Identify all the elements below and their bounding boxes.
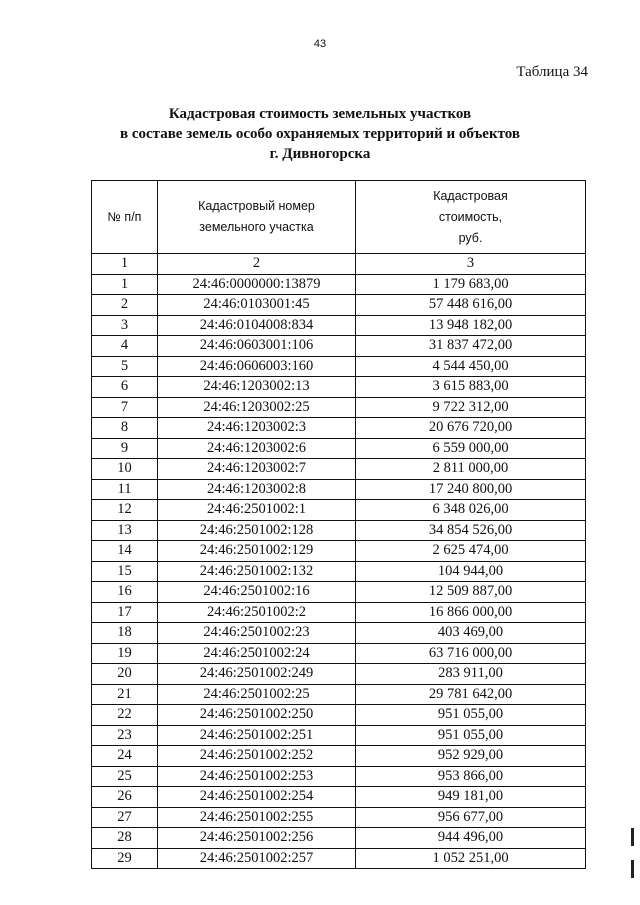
header-cadastral-number: Кадастровый номер земельного участка bbox=[158, 181, 356, 254]
cadastral-number-cell: 24:46:2501002:253 bbox=[158, 766, 356, 787]
cadastral-value-cell: 956 677,00 bbox=[356, 807, 586, 828]
column-number-row bbox=[92, 254, 586, 275]
row-number-cell: 6 bbox=[92, 377, 158, 398]
cadastral-number-cell: 24:46:0000000:13879 bbox=[158, 274, 356, 295]
table-row bbox=[92, 705, 586, 726]
row-number-cell: 25 bbox=[92, 766, 158, 787]
cadastral-value-cell: 6 348 026,00 bbox=[356, 500, 586, 521]
cadastral-value-cell: 949 181,00 bbox=[356, 787, 586, 808]
row-number-cell: 3 bbox=[92, 315, 158, 336]
cadastral-number-cell: 24:46:2501002:1 bbox=[158, 500, 356, 521]
table-row bbox=[92, 561, 586, 582]
header-row-number: № п/п bbox=[92, 181, 158, 254]
column-number: 1 bbox=[92, 254, 158, 275]
row-number-cell: 15 bbox=[92, 561, 158, 582]
table-row bbox=[92, 418, 586, 439]
cadastral-value-cell: 6 559 000,00 bbox=[356, 438, 586, 459]
cadastral-number-cell: 24:46:2501002:129 bbox=[158, 541, 356, 562]
cadastral-value-cell: 2 811 000,00 bbox=[356, 459, 586, 480]
row-number-cell: 20 bbox=[92, 664, 158, 685]
row-number-cell: 2 bbox=[92, 295, 158, 316]
cadastral-value-cell: 951 055,00 bbox=[356, 705, 586, 726]
cadastral-number-cell: 24:46:2501002:2 bbox=[158, 602, 356, 623]
cadastral-value-cell: 951 055,00 bbox=[356, 725, 586, 746]
cadastral-number-cell: 24:46:2501002:255 bbox=[158, 807, 356, 828]
cadastral-value-cell: 20 676 720,00 bbox=[356, 418, 586, 439]
scan-artifact bbox=[631, 860, 634, 878]
cadastral-value-cell: 63 716 000,00 bbox=[356, 643, 586, 664]
cadastral-value-cell: 283 911,00 bbox=[356, 664, 586, 685]
cadastral-number-cell: 24:46:2501002:256 bbox=[158, 828, 356, 849]
cadastral-number-cell: 24:46:0603001:106 bbox=[158, 336, 356, 357]
cadastral-number-cell: 24:46:1203002:7 bbox=[158, 459, 356, 480]
table-row bbox=[92, 828, 586, 849]
table-row bbox=[92, 295, 586, 316]
scan-artifact bbox=[631, 828, 634, 846]
header-cadastral-value: Кадастровая стоимость, руб. bbox=[356, 181, 586, 254]
row-number-cell: 22 bbox=[92, 705, 158, 726]
cadastral-value-cell: 9 722 312,00 bbox=[356, 397, 586, 418]
row-number-cell: 21 bbox=[92, 684, 158, 705]
cadastral-value-cell: 16 866 000,00 bbox=[356, 602, 586, 623]
cadastral-value-cell: 104 944,00 bbox=[356, 561, 586, 582]
cadastral-value-cell: 34 854 526,00 bbox=[356, 520, 586, 541]
cadastral-value-cell: 12 509 887,00 bbox=[356, 582, 586, 603]
row-number-cell: 10 bbox=[92, 459, 158, 480]
row-number-cell: 8 bbox=[92, 418, 158, 439]
cadastral-number-cell: 24:46:0606003:160 bbox=[158, 356, 356, 377]
row-number-cell: 29 bbox=[92, 848, 158, 869]
row-number-cell: 17 bbox=[92, 602, 158, 623]
table-row bbox=[92, 848, 586, 869]
table-row bbox=[92, 274, 586, 295]
cadastral-value-cell: 17 240 800,00 bbox=[356, 479, 586, 500]
cadastral-number-cell: 24:46:2501002:16 bbox=[158, 582, 356, 603]
table-row bbox=[92, 479, 586, 500]
row-number-cell: 1 bbox=[92, 274, 158, 295]
cadastral-number-cell: 24:46:2501002:257 bbox=[158, 848, 356, 869]
cadastral-value-cell: 1 052 251,00 bbox=[356, 848, 586, 869]
row-number-cell: 5 bbox=[92, 356, 158, 377]
table-row bbox=[92, 336, 586, 357]
document-title bbox=[0, 104, 640, 164]
cadastral-number-cell: 24:46:2501002:23 bbox=[158, 623, 356, 644]
row-number-cell: 18 bbox=[92, 623, 158, 644]
table-row bbox=[92, 664, 586, 685]
table-row bbox=[92, 377, 586, 398]
cadastral-value-cell: 2 625 474,00 bbox=[356, 541, 586, 562]
title-line: Кадастровая стоимость земельных участков bbox=[168, 106, 472, 122]
table-row bbox=[92, 356, 586, 377]
cadastral-number-cell: 24:46:2501002:251 bbox=[158, 725, 356, 746]
cadastral-number-cell: 24:46:1203002:8 bbox=[158, 479, 356, 500]
table-row bbox=[92, 602, 586, 623]
cadastral-number-cell: 24:46:0103001:45 bbox=[158, 295, 356, 316]
page-number: 43 bbox=[313, 38, 327, 50]
cadastral-number-cell: 24:46:2501002:128 bbox=[158, 520, 356, 541]
row-number-cell: 7 bbox=[92, 397, 158, 418]
table-row bbox=[92, 725, 586, 746]
row-number-cell: 19 bbox=[92, 643, 158, 664]
cadastral-value-table bbox=[91, 180, 586, 869]
table-row bbox=[92, 541, 586, 562]
cadastral-number-cell: 24:46:2501002:249 bbox=[158, 664, 356, 685]
cadastral-value-cell: 952 929,00 bbox=[356, 746, 586, 767]
cadastral-number-cell: 24:46:2501002:24 bbox=[158, 643, 356, 664]
row-number-cell: 14 bbox=[92, 541, 158, 562]
cadastral-value-cell: 3 615 883,00 bbox=[356, 377, 586, 398]
cadastral-number-cell: 24:46:2501002:132 bbox=[158, 561, 356, 582]
cadastral-number-cell: 24:46:2501002:250 bbox=[158, 705, 356, 726]
row-number-cell: 4 bbox=[92, 336, 158, 357]
table-row bbox=[92, 315, 586, 336]
table-row bbox=[92, 746, 586, 767]
cadastral-number-cell: 24:46:0104008:834 bbox=[158, 315, 356, 336]
row-number-cell: 23 bbox=[92, 725, 158, 746]
table-row bbox=[92, 623, 586, 644]
table-row bbox=[92, 500, 586, 521]
cadastral-value-cell: 13 948 182,00 bbox=[356, 315, 586, 336]
header-row bbox=[92, 181, 586, 254]
table-row bbox=[92, 520, 586, 541]
cadastral-number-cell: 24:46:2501002:252 bbox=[158, 746, 356, 767]
cadastral-number-cell: 24:46:2501002:254 bbox=[158, 787, 356, 808]
table-row bbox=[92, 643, 586, 664]
title-line: г. Дивногорска bbox=[269, 146, 371, 162]
cadastral-value-cell: 57 448 616,00 bbox=[356, 295, 586, 316]
cadastral-number-cell: 24:46:1203002:13 bbox=[158, 377, 356, 398]
row-number-cell: 11 bbox=[92, 479, 158, 500]
row-number-cell: 26 bbox=[92, 787, 158, 808]
title-line: в составе земель особо охраняемых территорий и объектов bbox=[119, 126, 521, 142]
row-number-cell: 27 bbox=[92, 807, 158, 828]
cadastral-number-cell: 24:46:1203002:6 bbox=[158, 438, 356, 459]
row-number-cell: 24 bbox=[92, 746, 158, 767]
row-number-cell: 12 bbox=[92, 500, 158, 521]
table-row bbox=[92, 438, 586, 459]
table-row bbox=[92, 684, 586, 705]
cadastral-value-cell: 31 837 472,00 bbox=[356, 336, 586, 357]
table-row bbox=[92, 766, 586, 787]
table-row bbox=[92, 787, 586, 808]
row-number-cell: 13 bbox=[92, 520, 158, 541]
cadastral-value-cell: 1 179 683,00 bbox=[356, 274, 586, 295]
cadastral-value-cell: 953 866,00 bbox=[356, 766, 586, 787]
column-number: 3 bbox=[356, 254, 586, 275]
cadastral-number-cell: 24:46:2501002:25 bbox=[158, 684, 356, 705]
row-number-cell: 16 bbox=[92, 582, 158, 603]
cadastral-value-cell: 29 781 642,00 bbox=[356, 684, 586, 705]
column-number: 2 bbox=[158, 254, 356, 275]
table-row bbox=[92, 397, 586, 418]
cadastral-value-cell: 944 496,00 bbox=[356, 828, 586, 849]
table-row bbox=[92, 582, 586, 603]
row-number-cell: 9 bbox=[92, 438, 158, 459]
table-label: Таблица 34 bbox=[516, 64, 588, 80]
cadastral-value-cell: 403 469,00 bbox=[356, 623, 586, 644]
cadastral-value-cell: 4 544 450,00 bbox=[356, 356, 586, 377]
cadastral-number-cell: 24:46:1203002:3 bbox=[158, 418, 356, 439]
table-row bbox=[92, 459, 586, 480]
cadastral-number-cell: 24:46:1203002:25 bbox=[158, 397, 356, 418]
row-number-cell: 28 bbox=[92, 828, 158, 849]
table-row bbox=[92, 807, 586, 828]
